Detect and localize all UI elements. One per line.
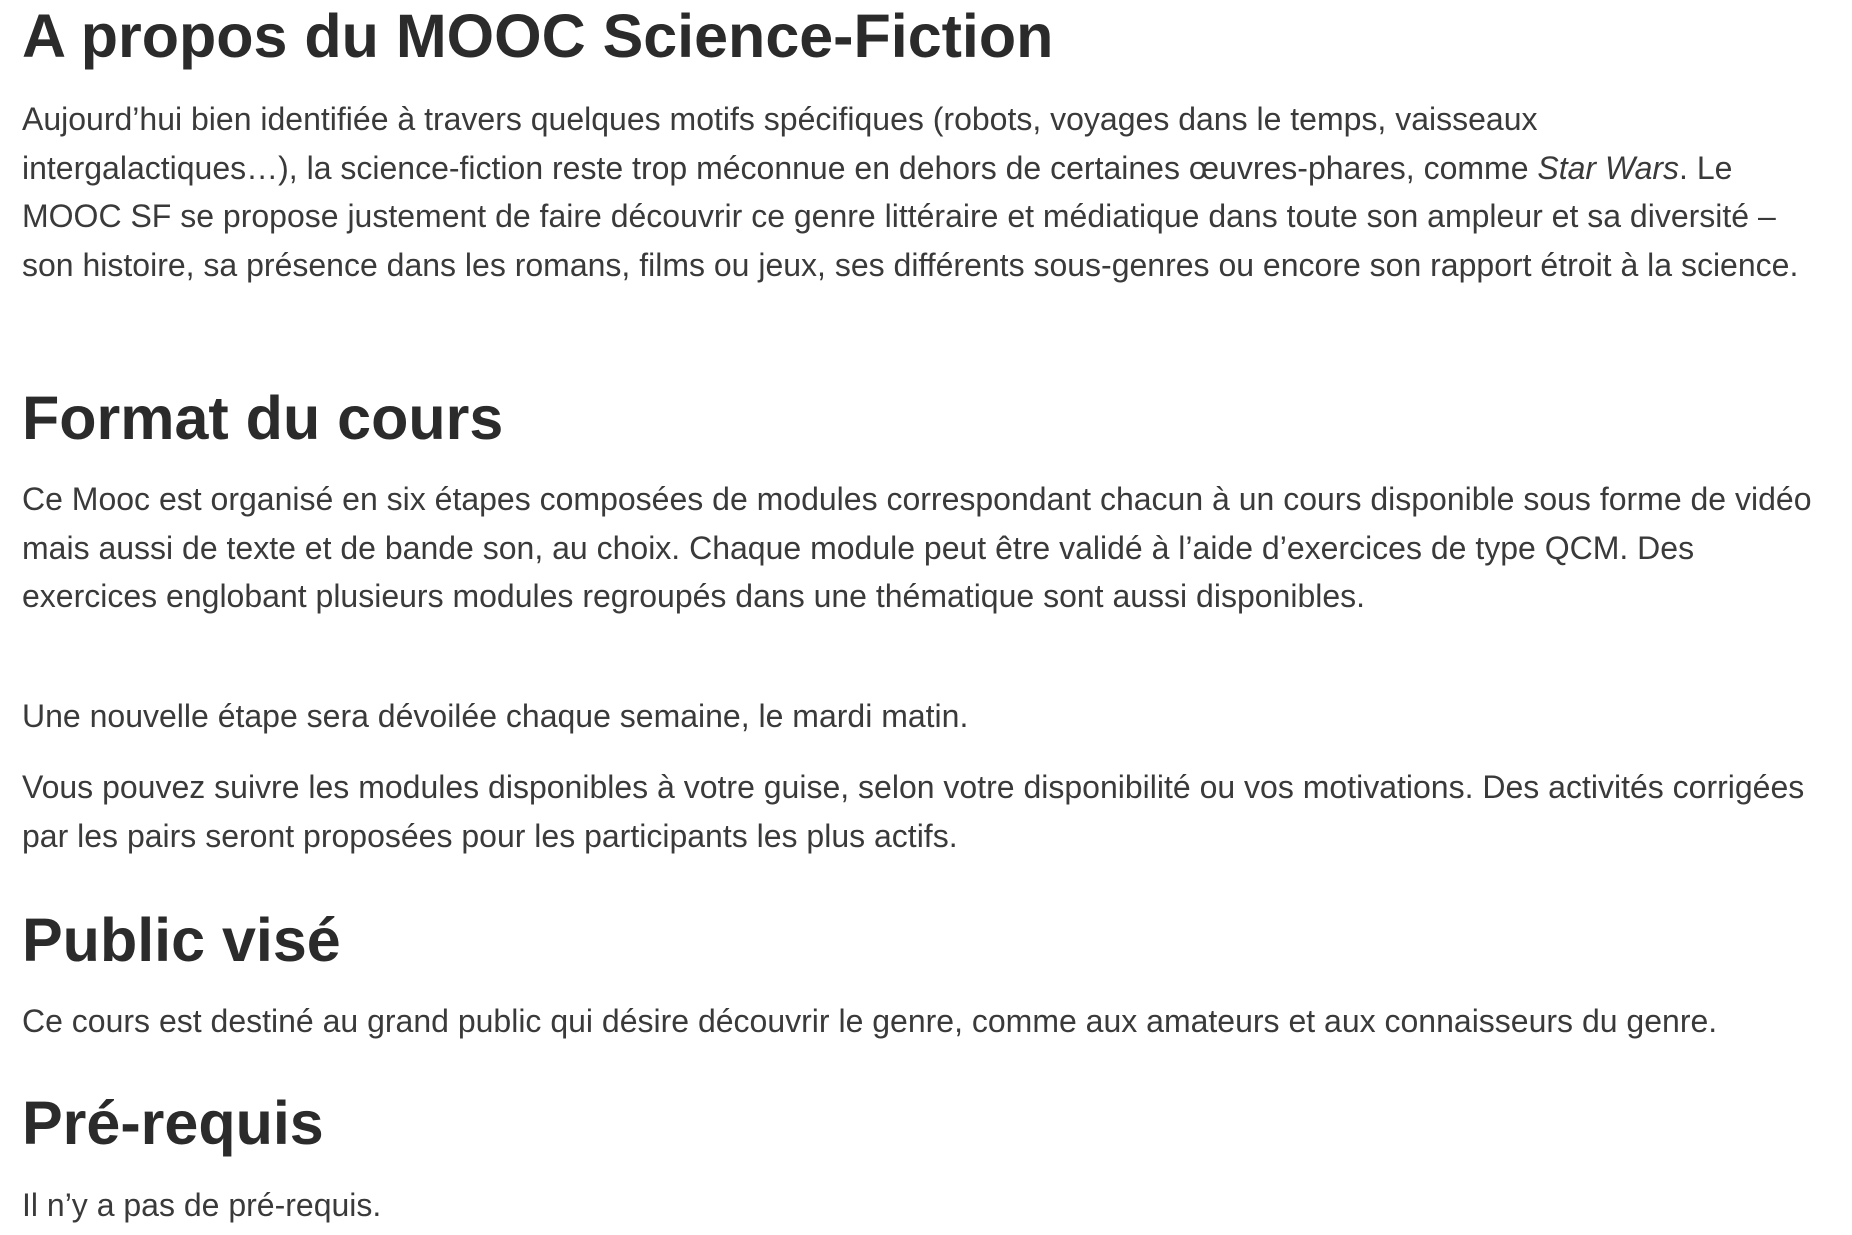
format-paragraph-2: Une nouvelle étape sera dévoilée chaque semaine, le mardi matin. bbox=[22, 698, 969, 734]
about-text-after-title: . Le MOOC SF se propose justement de faire découvrir ce genre littéraire et médiatique dans toute son ampleur et sa diversité – son histoire, sa présence dans les romans, films ou jeux, ses différents sous-genres ou encore son rapport étroit à la science. bbox=[22, 149, 1799, 283]
about-paragraph bbox=[22, 95, 1812, 289]
prerequisites-paragraph: Il n’y a pas de pré-requis. bbox=[22, 1187, 382, 1223]
format-paragraph-3: Vous pouvez suivre les modules disponibles à votre guise, selon votre disponibilité ou vos motivations. Des activités corrigées par les pairs seront proposées pour les participants les plus actifs. bbox=[22, 769, 1805, 854]
about-text-before-title: Aujourd’hui bien identifiée à travers quelques motifs spécifiques (robots, voyages dans le temps, vaisseaux intergalactiques…), la science-fiction reste trop méconnue en dehors de certaines œuvres-phares, comme bbox=[22, 101, 1538, 186]
about-italic-title: Star Wars bbox=[1537, 149, 1680, 186]
format-paragraph-1: Ce Mooc est organisé en six étapes composées de modules correspondant chacun à un cours disponible sous forme de vidéo mais aussi de texte et de bande son, au choix. Chaque module peut être validé à l’aide d’exercices de type QCM. Des exercices englobant plusieurs modules regroupés dans une thématique sont aussi disponibles. bbox=[22, 481, 1812, 614]
about-heading: A propos du MOOC Science-Fiction bbox=[22, 2, 1054, 70]
public-paragraph: Ce cours est destiné au grand public qui désire découvrir le genre, comme aux amateurs et aux connaisseurs du genre. bbox=[22, 1003, 1718, 1039]
prerequisites-heading: Pré-requis bbox=[22, 1089, 324, 1157]
public-heading: Public visé bbox=[22, 906, 341, 974]
format-heading: Format du cours bbox=[22, 384, 504, 452]
